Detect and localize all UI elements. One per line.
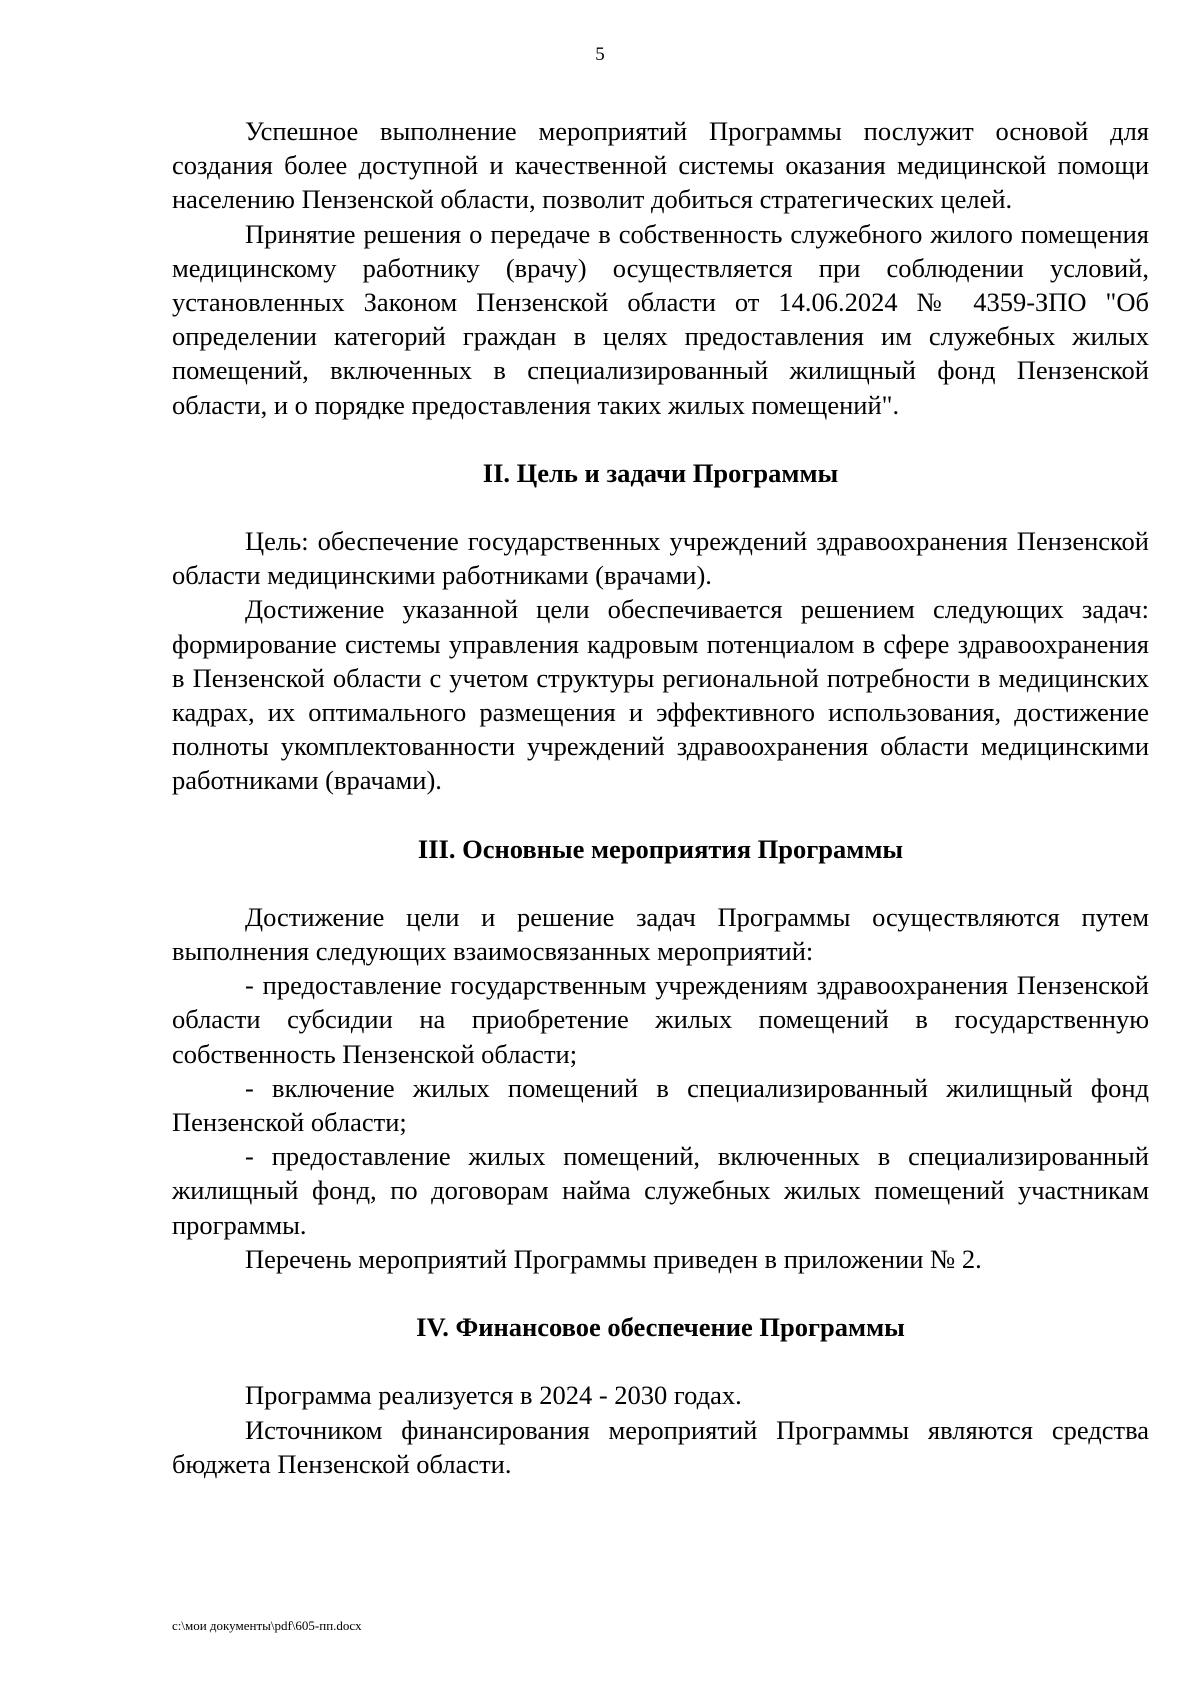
spacer <box>172 1276 1149 1310</box>
paragraph: Успешное выполнение мероприятий Программы послужит основой для создания более доступной и качественной системы оказания медицинской помощи населению Пензенской области, позволит добиться стратегических целей. <box>172 116 1149 215</box>
spacer <box>172 798 1149 832</box>
spacer <box>172 1344 1149 1378</box>
footer-file-path: c:\мои документы\pdf\605-пп.docx <box>172 1618 362 1633</box>
page-number: 5 <box>595 44 605 65</box>
section-heading: IV. Финансовое обеспечение Программы <box>416 1312 905 1343</box>
paragraph: Программа реализуется в 2024 - 2030 годах. <box>245 1380 742 1411</box>
list-item: - включение жилых помещений в специализированный жилищный фонд Пензенской области; <box>172 1072 1149 1138</box>
list-item: - предоставление государственным учреждениям здравоохранения Пензенской области субсидии на приобретение жилых помещений в государственную собственность Пензенской области; <box>172 970 1149 1069</box>
spacer <box>172 422 1149 456</box>
section-heading: II. Цель и задачи Программы <box>482 457 839 488</box>
paragraph: Достижение цели и решение задач Программы осуществляются путем выполнения следующих взаимосвязанных мероприятий: <box>172 901 1149 967</box>
paragraph: Цель: обеспечение государственных учреждений здравоохранения Пензенской области медицинскими работниками (врачами). <box>172 526 1149 591</box>
paragraph: Принятие решения о передаче в собственность служебного жилого помещения медицинскому работнику (врачу) осуществляется при соблюдении условий, установленных Законом Пензенской области от 14.06.2024 № 4359-ЗПО "Об определении категорий граждан в целях предоставления им служебных жилых помещений, включенных в специализированный жилищный фонд Пензенской области, и о порядке предоставления таких жилых помещений". <box>172 218 1149 420</box>
paragraph: Достижение указанной цели обеспечивается решением следующих задач: формирование системы управления кадровым потенциалом в сфере здравоохранения в Пензенской области с учетом структуры региональной потребности в медицинских кадрах, их оптимального размещения и эффективного использования, достижение полноты укомплектованности учреждений здравоохранения области медицинскими работниками (врачами). <box>172 594 1149 796</box>
spacer <box>172 490 1149 524</box>
paragraph: Источником финансирования мероприятий Программы являются средства бюджета Пензенской области. <box>172 1414 1149 1479</box>
paragraph: Перечень мероприятий Программы приведен в приложении № 2. <box>245 1243 982 1274</box>
list-item: - предоставление жилых помещений, включенных в специализированный жилищный фонд, по договорам найма служебных жилых помещений участникам программы. <box>172 1141 1149 1240</box>
spacer <box>172 866 1149 900</box>
document-body <box>172 114 1149 1481</box>
section-heading: III. Основные мероприятия Программы <box>417 833 904 864</box>
